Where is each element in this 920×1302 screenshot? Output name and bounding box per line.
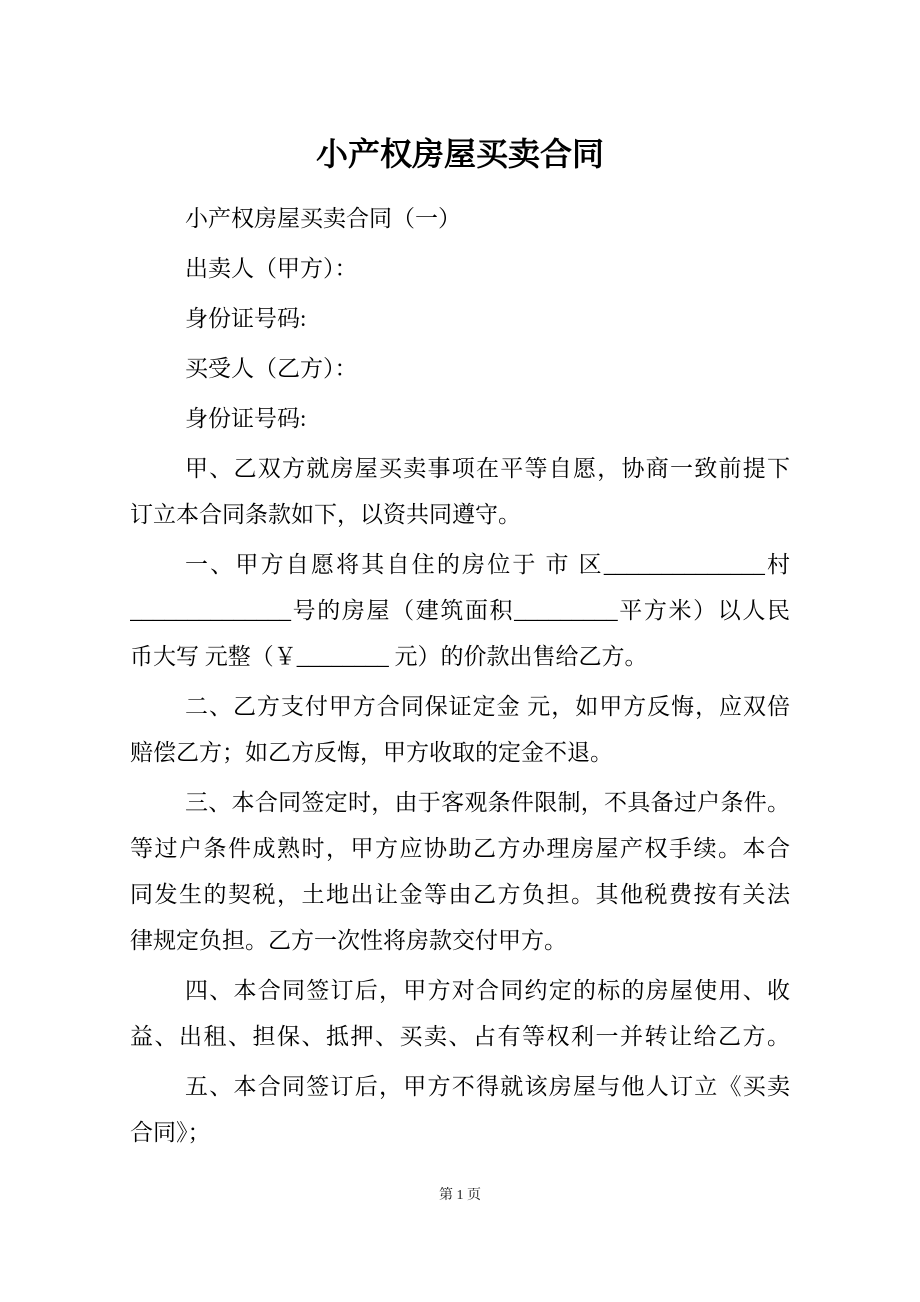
contract-line: 甲、乙双方就房屋买卖事项在平等自愿，协商一致前提下 bbox=[185, 456, 790, 481]
contract-line: ______________号的房屋（建筑面积_________平方米）以人民 bbox=[130, 598, 790, 623]
contract-line: 出卖人（甲方）： bbox=[185, 256, 358, 281]
document-title: 小产权房屋买卖合同 bbox=[315, 136, 604, 172]
document-body bbox=[130, 196, 790, 1156]
contract-line: 二、乙方支付甲方合同保证定金 元，如甲方反悔，应双倍 bbox=[185, 694, 790, 719]
contract-paragraph bbox=[130, 542, 790, 680]
contract-line: 四、本合同签订后，甲方对合同约定的标的房屋使用、收 bbox=[185, 978, 790, 1003]
contract-line: 益、出租、担保、抵押、买卖、占有等权利一并转让给乙方。 bbox=[130, 1024, 790, 1049]
contract-line: 三、本合同签定时，由于客观条件限制，不具备过户条件。 bbox=[185, 790, 790, 815]
contract-paragraph bbox=[130, 246, 790, 292]
contract-paragraph bbox=[130, 446, 790, 538]
contract-paragraph bbox=[130, 196, 790, 242]
contract-line: 订立本合同条款如下，以资共同遵守。 bbox=[130, 502, 521, 527]
contract-line: 币大写 元整（￥________ 元）的价款出售给乙方。 bbox=[130, 644, 648, 669]
contract-line: 买受人（乙方）： bbox=[185, 356, 358, 381]
contract-paragraph bbox=[130, 1064, 790, 1156]
contract-paragraph bbox=[130, 780, 790, 964]
contract-paragraph bbox=[130, 968, 790, 1060]
contract-paragraph bbox=[130, 346, 790, 392]
page-number: 第 1 页 bbox=[439, 1188, 481, 1203]
contract-line: 律规定负担。乙方一次性将房款交付甲方。 bbox=[130, 928, 567, 953]
contract-line: 五、本合同签订后，甲方不得就该房屋与他人订立《买卖 bbox=[185, 1074, 790, 1099]
contract-line: 等过户条件成熟时，甲方应协助乙方办理房屋产权手续。本合 bbox=[130, 836, 790, 861]
contract-line: 合同》； bbox=[130, 1120, 211, 1145]
contract-line: 赔偿乙方；如乙方反悔，甲方收取的定金不退。 bbox=[130, 740, 613, 765]
document-content bbox=[130, 0, 790, 1160]
contract-line: 同发生的契税，土地出让金等由乙方负担。其他税费按有关法 bbox=[130, 882, 790, 907]
contract-line: 小产权房屋买卖合同（一） bbox=[185, 206, 461, 231]
contract-line: 身份证号码: bbox=[185, 306, 307, 331]
contract-paragraph bbox=[130, 296, 790, 342]
contract-line: 身份证号码: bbox=[185, 406, 307, 431]
contract-paragraph bbox=[130, 684, 790, 776]
contract-line: 一、甲方自愿将其自住的房位于 市 区______________村 bbox=[185, 552, 790, 577]
contract-paragraph bbox=[130, 396, 790, 442]
